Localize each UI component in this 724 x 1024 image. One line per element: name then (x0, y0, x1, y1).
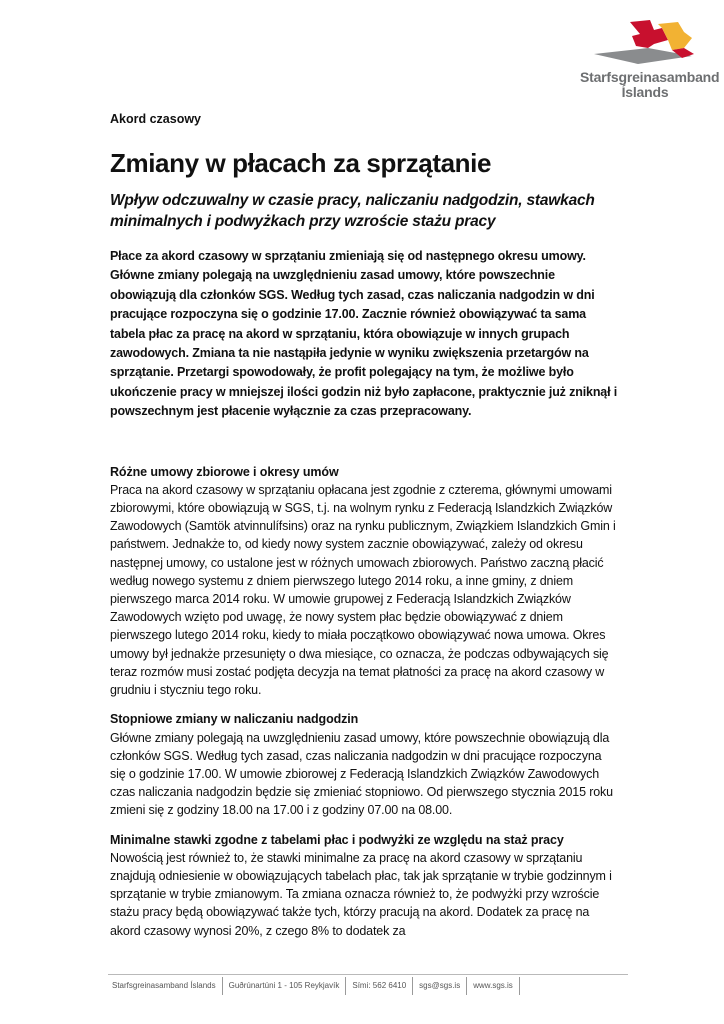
logo-text-line2: Íslands (621, 84, 669, 100)
section-heading: Stopniowe zmiany w naliczaniu nadgodzin (110, 712, 359, 727)
section-heading: Minimalne stawki zgodne z tabelami płac i podwyżki ze względu na staż pracy (110, 832, 564, 847)
footer-email-link[interactable]: sgs@sgs.is (413, 977, 467, 995)
lead-paragraph: Płace za akord czasowy w sprzątaniu zmieniają się od następnego okresu umowy. Główne zmiany polegają na uwzględnieniu zasad umowy, które powszechnie obowiązują dla członków SGS. Według tych zasad, czas naliczania nadgodzin w dni pracujące rozpoczyna się o godzinie 17.00. Zacznie również obowiązywać ta sama tabela płac za pracę na akord w sprzątaniu, która obowiązuje w innych grupach zawodowych. Zmiana ta nie nastąpiła jedynie w wyniku zwiększenia przetargów na sprzątanie. Przetargi spowodowały, że profit polegający na tym, że możliwe było ukończenie pracy w mniejszej ilości godzin niż było zapłacone, praktycznie już zniknął i powszechnym jest płacenie wyłącznie za czas przepracowany. (110, 249, 618, 419)
footer (108, 975, 520, 997)
logo-text-line1: Starfsgreinasamband (580, 69, 720, 85)
footer-phone: Sími: 562 6410 (346, 977, 413, 995)
footer-website-link[interactable]: www.sgs.is (467, 977, 520, 995)
document-label: Akord czasowy (110, 112, 202, 126)
footer-address: Guðrúnartúni 1 - 105 Reykjavík (223, 977, 347, 995)
logo (580, 18, 720, 100)
document-subtitle: Wpływ odczuwalny w czasie pracy, naliczaniu nadgodzin, stawkach minimalnych i podwyżkach przy wzroście stażu pracy (110, 192, 595, 230)
section-overtime-changes (110, 710, 618, 819)
section-minimum-rates (110, 831, 618, 940)
section-paragraph: Główne zmiany polegają na uwzględnieniu zasad umowy, które powszechnie obowiązują dla członków SGS. Według tych zasad, czas naliczania nadgodzin w dni pracujące rozpoczyna się o godzinie 17.00. W umowie zbiorowej z Federacją Islandzkich Związków Zawodowych czas naliczania nadgodzin będzie się zmieniać stopniowo. Od pierwszego stycznia 2015 roku zmieni się z godziny 18.00 na 17.00 i z godziny 07.00 na 08.00. (110, 730, 613, 818)
section-collective-agreements (110, 463, 618, 700)
section-heading: Różne umowy zbiorowe i okresy umów (110, 464, 339, 479)
document-title: Zmiany w płacach za sprzątanie (110, 148, 492, 178)
section-paragraph: Praca na akord czasowy w sprzątaniu opłacana jest zgodnie z czterema, głównymi umowami zbiorowymi, które obowiązują w SGS, t.j. na wolnym rynku z Federacją Islandzkich Związków Zawodowych (Samtök atvinnulífsins) oraz na rynku publicznym, Związkiem Islandzkich Gmin i państwem. Jednakże to, od kiedy nowy system zacznie obowiązywać, zależy od okresu następnej umowy, co ustalone jest w różnych umowach zbiorowych. Państwo zaczną płacić według nowego systemu z dniem pierwszego lutego 2014 roku, a inne gminy, z dniem pierwszego marca 2014 roku. W umowie grupowej z Federacją Islandzkich Związków Zawodowych wzięto pod uwagę, że nowy system płac będzie obowiązywać z dniem pierwszego lutego 2014 roku, kiedy to miała początkowo obowiązywać nowa umowa. Okres umowy był jednakże przesunięty o dwa miesiące, co oznacza, że podczas odbywających się teraz rozmów musi zostać podjęta decyzja na temat płatności za pracę na akord czasowy w grudniu i styczniu tego roku. (110, 482, 616, 698)
sgs-logo-icon (588, 18, 698, 66)
section-paragraph: Nowością jest również to, że stawki minimalne za pracę na akord czasowy w sprzątaniu znajdują odniesienie w obowiązujących tabelach płac, tak jak sprzątanie w trybie godzinnym i sprzątanie w trybie zmianowym. Ta zmiana oznacza również to, że podwyżki przy wzroście stażu pracy będą obowiązywać także tych, którzy pracują na akord. Dodatek za pracę na akord czasowy wynosi 20%, z czego 8% to dodatek za (110, 850, 612, 938)
footer-organization: Starfsgreinasamband Íslands (108, 977, 223, 995)
document-body (110, 108, 618, 940)
